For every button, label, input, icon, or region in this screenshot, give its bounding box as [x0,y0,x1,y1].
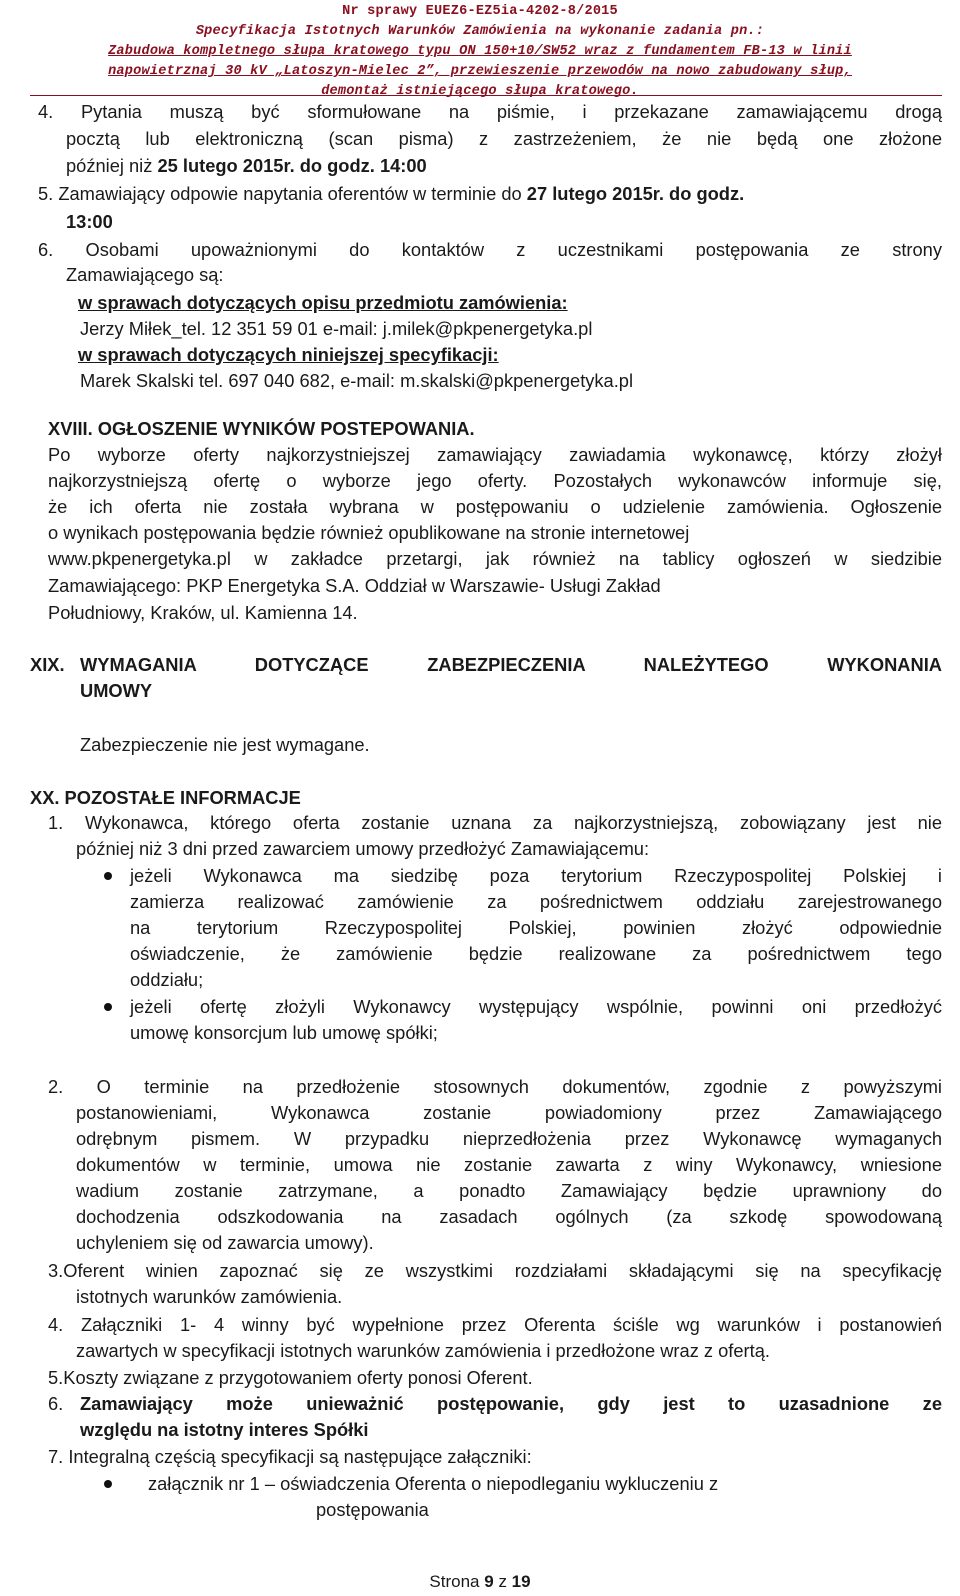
section-18-line1: Po wyborze oferty najkorzystniejszej zamawiający zawiadamia wykonawcę, którzy złożył [48,444,942,465]
item-4-line2: pocztą lub elektroniczną (scan pisma) z zastrzeżeniem, że nie będą one złożone [66,128,942,149]
bullet1-line4: oświadczenie, że zamówienie będzie realizowane za pośrednictwem tego [130,943,942,964]
section-19-title-line2: UMOWY [80,680,153,701]
section-20-title: XX. POZOSTAŁE INFORMACJE [30,787,301,808]
item2-line1: 2. O terminie na przedłożenie stosownych dokumentów, zgodnie z powyższymi [48,1076,942,1097]
item2-line6: dochodzenia odszkodowania na zasadach ogólnych (za szkodę spowodowaną [76,1206,942,1227]
footer-label: Strona [429,1572,480,1591]
section-19-number: XIX. [30,654,65,675]
footer-total-pages: 19 [511,1572,531,1591]
item-6-line2: Zamawiającego są: [66,264,224,285]
item6-number: 6. [48,1393,64,1414]
item2-line5: wadium zostanie zatrzymane, a ponadto Zamawiający będzie uprawniony do [76,1180,942,1201]
item2-line7: uchyleniem się od zawarcia umowy). [76,1232,374,1253]
bullet-icon [104,1003,112,1011]
bullet1-line3: na terytorium Rzeczypospolitej Polskiej, powinien złożyć odpowiednie [130,917,942,938]
contact-spec-person: Marek Skalski tel. 697 040 682, e-mail: m.skalski@pkpenergetyka.pl [80,370,634,391]
section-18-line4: o wynikach postępowania będzie również opublikowane na stronie internetowej [48,522,690,543]
section-20-item1-line2: później niż 3 dni przed zawarciem umowy przedłożyć Zamawiającemu: [76,838,650,859]
footer-separator: z [498,1572,507,1591]
contact-spec-heading: w sprawach dotyczących niniejszej specyfikacji: [78,344,499,365]
item4-line1: 4. Załączniki 1- 4 winny być wypełnione przez Oferenta ściśle wg warunków i postanowień [48,1314,942,1335]
document-header [30,2,930,102]
section-19-title-line1: WYMAGANIA DOTYCZĄCE ZABEZPIECZENIA NALEŻYTEGO WYKONANIA [80,654,942,675]
section-18-line7: Południowy, Kraków, ul. Kamienna 14. [48,602,358,623]
item4-line2: zawartych w specyfikacji istotnych warunków zamówienia i przedłożone wraz z ofertą. [76,1340,770,1361]
item-6-line1: 6. Osobami upoważnionymi do kontaktów z uczestnikami postępowania ze strony [38,239,942,260]
section-18-line2: najkorzystniejszą ofertę o wyborze jego oferty. Pozostałych wykonawców informuje się, [48,470,942,491]
task-title-line3: demontaż istniejącego słupa kratowego. [321,84,639,99]
contact-subject-person: Jerzy Miłek_tel. 12 351 59 01 e-mail: j.milek@pkpenergetyka.pl [80,318,593,339]
header-divider [30,95,942,96]
item7-bullet-line1: załącznik nr 1 – oświadczenia Oferenta o niepodleganiu wykluczeniu z [148,1473,719,1494]
bullet-icon [104,872,112,880]
section-19-text: Zabezpieczenie nie jest wymagane. [80,734,370,755]
task-title-line1: Zabudowa kompletnego słupa kratowego typu ON 150+10/SW52 wraz z fundamentem FB-13 w linii [108,44,852,59]
spec-title: Specyfikacja Istotnych Warunków Zamówienia na wykonanie zadania pn.: [195,24,765,39]
item3-line2: istotnych warunków zamówienia. [76,1286,343,1307]
section-18-line6: Zamawiającego: PKP Energetyka S.A. Oddział w Warszawie- Usługi Zakład [48,575,661,596]
bullet1-line5: oddziału; [130,969,204,990]
section-20-item1-line1: 1. Wykonawca, którego oferta zostanie uznana za najkorzystniejszą, zobowiązany jest nie [48,812,942,833]
item7-bullet-line2: postępowania [316,1499,429,1520]
footer-page-number: 9 [484,1572,494,1591]
item-5-line2: 13:00 [66,211,113,232]
item2-line2: postanowieniami, Wykonawca zostanie powiadomiony przez Zamawiającego [76,1102,942,1123]
item5-text: 5.Koszty związane z przygotowaniem oferty ponosi Oferent. [48,1367,533,1388]
item2-line3: odrębnym pismem. W przypadku nieprzedłożenia przez Wykonawcę wymaganych [76,1128,942,1149]
bullet2-line1: jeżeli ofertę złożyli Wykonawcy występujący wspólnie, powinni oni przedłożyć [130,996,942,1017]
section-18-title: XVIII. OGŁOSZENIE WYNIKÓW POSTEPOWANIA. [48,418,475,439]
item6-line1: Zamawiający może unieważnić postępowanie, gdy jest to uzasadnione ze [80,1393,942,1414]
item-4-line3: później niż 25 lutego 2015r. do godz. 14:00 [66,155,427,176]
page-footer [0,1572,960,1592]
item-4-line1: 4. Pytania muszą być sformułowane na piśmie, i przekazane zamawiającemu drogą [38,101,942,122]
bullet2-line2: umowę konsorcjum lub umowę spółki; [130,1022,438,1043]
item7-text: 7. Integralną częścią specyfikacji są następujące załączniki: [48,1446,532,1467]
item3-line1: 3.Oferent winien zapoznać się ze wszystkimi rozdziałami składającymi się na specyfikację [48,1260,942,1281]
section-18-line5: www.pkpenergetyka.pl w zakładce przetargi, jak również na tablicy ogłoszeń w siedzibie [48,548,942,569]
item6-line2: względu na istotny interes Spółki [80,1419,369,1440]
item-5-line1: 5. Zamawiający odpowie napytania oferentów w terminie do 27 lutego 2015r. do godz. [38,183,745,204]
section-18-line3: że ich oferta nie została wybrana w postępowaniu o udzielenie zamówienia. Ogłoszenie [48,496,942,517]
task-title-line2: napowietrznaj 30 kV „Latoszyn-Mielec 2”, przewieszenie przewodów na nowo zabudowany słup, [108,64,852,79]
item2-line4: dokumentów w terminie, umowa nie zostanie zawarta z winy Wykonawcy, wniesione [76,1154,942,1175]
bullet1-line2: zamierza realizować zamówienie za pośrednictwem oddziału zarejestrowanego [130,891,942,912]
case-number: Nr sprawy EUEZ6-EZ5ia-4202-8/2015 [342,4,618,19]
contact-subject-heading: w sprawach dotyczących opisu przedmiotu zamówienia: [78,292,568,313]
bullet-icon [104,1480,112,1488]
bullet1-line1: jeżeli Wykonawca ma siedzibę poza terytorium Rzeczypospolitej Polskiej i [130,865,942,886]
